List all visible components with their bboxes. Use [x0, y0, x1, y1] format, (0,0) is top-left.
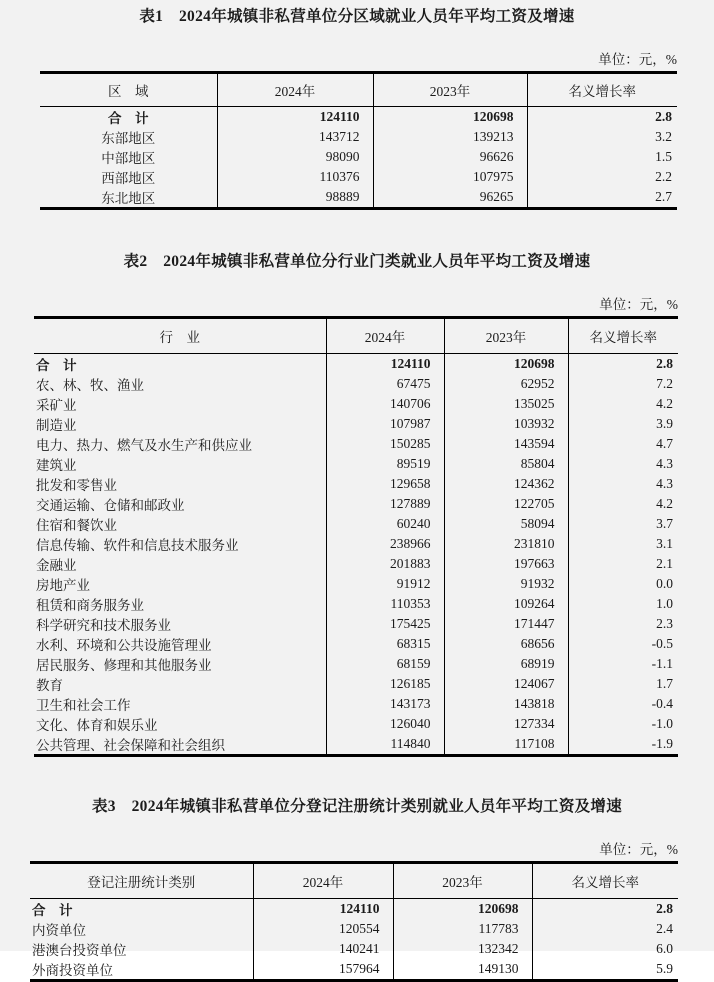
row-label: 公共管理、社会保障和社会组织: [36, 738, 225, 753]
section-table2: [0, 252, 714, 757]
row-label: 批发和零售业: [36, 478, 117, 493]
cell-value: -1.1: [568, 654, 678, 674]
row-label: 租赁和商务服务业: [36, 598, 144, 613]
cell-value: -0.5: [568, 634, 678, 654]
row-label: 港澳台投资单位: [32, 943, 127, 958]
column-header: 2024年: [326, 318, 444, 354]
cell-value: 6.0: [532, 939, 678, 959]
registration-type-wage-table: [30, 861, 678, 982]
table-row: [34, 494, 678, 514]
cell-value: 132342: [393, 939, 532, 959]
cell-value: 96265: [373, 187, 527, 209]
row-label: 东北地区: [101, 191, 156, 206]
cell-value: 85804: [444, 454, 568, 474]
row-label: 西部地区: [101, 171, 156, 186]
column-header: 2024年: [217, 73, 373, 107]
table-row: [34, 554, 678, 574]
cell-value: 127889: [326, 494, 444, 514]
cell-value: -0.4: [568, 694, 678, 714]
cell-value: 124067: [444, 674, 568, 694]
table-row: [34, 714, 678, 734]
cell-value: 107987: [326, 414, 444, 434]
cell-value: 103932: [444, 414, 568, 434]
row-label: 合 计: [36, 358, 77, 373]
cell-value: 4.3: [568, 454, 678, 474]
table-row: [34, 614, 678, 634]
cell-value: 143594: [444, 434, 568, 454]
row-label: 制造业: [36, 418, 77, 433]
cell-value: 1.0: [568, 594, 678, 614]
column-header: 名义增长率: [532, 863, 678, 899]
table2-unit-label: 单位：元，%: [599, 297, 678, 312]
row-label: 电力、热力、燃气及水生产和供应业: [36, 438, 252, 453]
cell-value: 5.9: [532, 959, 678, 981]
cell-value: 150285: [326, 434, 444, 454]
column-header: 区 域: [40, 73, 217, 107]
table-row: [34, 654, 678, 674]
cell-value: 91912: [326, 574, 444, 594]
cell-value: 140706: [326, 394, 444, 414]
total-row: [30, 899, 678, 920]
cell-value: 120698: [373, 107, 527, 128]
cell-value: 68315: [326, 634, 444, 654]
table-row: [34, 414, 678, 434]
cell-value: 126185: [326, 674, 444, 694]
cell-value: 58094: [444, 514, 568, 534]
table-row: [34, 674, 678, 694]
cell-value: 3.7: [568, 514, 678, 534]
cell-value: 4.2: [568, 394, 678, 414]
section-table1: [0, 7, 714, 210]
table1-unit-label: 单位：元，%: [598, 52, 677, 67]
table-row: [30, 959, 678, 981]
row-label: 外商投资单位: [32, 963, 113, 978]
table-row: [34, 514, 678, 534]
cell-value: 171447: [444, 614, 568, 634]
table-row: [30, 919, 678, 939]
cell-value: 143712: [217, 127, 373, 147]
table-row: [30, 939, 678, 959]
cell-value: 98090: [217, 147, 373, 167]
table3-wrap: [30, 842, 678, 982]
cell-value: 67475: [326, 374, 444, 394]
cell-value: 109264: [444, 594, 568, 614]
row-label: 采矿业: [36, 398, 77, 413]
cell-value: 3.2: [527, 127, 677, 147]
column-header: 2023年: [393, 863, 532, 899]
table-row: [34, 734, 678, 756]
cell-value: 231810: [444, 534, 568, 554]
cell-value: 4.7: [568, 434, 678, 454]
column-header: 行 业: [34, 318, 326, 354]
table-row: [40, 187, 677, 209]
column-header: 2023年: [444, 318, 568, 354]
column-header: 2023年: [373, 73, 527, 107]
cell-value: 1.7: [568, 674, 678, 694]
industry-wage-table: [34, 316, 678, 757]
cell-value: 127334: [444, 714, 568, 734]
cell-value: 122705: [444, 494, 568, 514]
table1-header-row: [40, 73, 677, 107]
cell-value: -1.0: [568, 714, 678, 734]
row-label: 科学研究和技术服务业: [36, 618, 171, 633]
row-label: 合 计: [108, 111, 149, 126]
cell-value: 120554: [253, 919, 393, 939]
table1-wrap: [40, 52, 677, 210]
cell-value: 2.2: [527, 167, 677, 187]
cell-value: 129658: [326, 474, 444, 494]
column-header: 2024年: [253, 863, 393, 899]
total-row: [40, 107, 677, 128]
cell-value: 175425: [326, 614, 444, 634]
cell-value: 124110: [217, 107, 373, 128]
table-row: [40, 167, 677, 187]
cell-value: 2.8: [532, 899, 678, 920]
cell-value: 139213: [373, 127, 527, 147]
cell-value: 2.4: [532, 919, 678, 939]
row-label: 农、林、牧、渔业: [36, 378, 144, 393]
cell-value: 3.9: [568, 414, 678, 434]
table3-header-row: [30, 863, 678, 899]
table2-title: 表2 2024年城镇非私营单位分行业门类就业人员年平均工资及增速: [123, 253, 591, 270]
cell-value: 2.7: [527, 187, 677, 209]
column-header: 名义增长率: [527, 73, 677, 107]
cell-value: 126040: [326, 714, 444, 734]
cell-value: 117783: [393, 919, 532, 939]
cell-value: 91932: [444, 574, 568, 594]
cell-value: 124110: [253, 899, 393, 920]
cell-value: 7.2: [568, 374, 678, 394]
cell-value: 4.2: [568, 494, 678, 514]
cell-value: 68919: [444, 654, 568, 674]
cell-value: 120698: [444, 354, 568, 375]
cell-value: 68159: [326, 654, 444, 674]
table-row: [34, 394, 678, 414]
cell-value: 2.8: [527, 107, 677, 128]
cell-value: 0.0: [568, 574, 678, 594]
cell-value: 96626: [373, 147, 527, 167]
cell-value: 143173: [326, 694, 444, 714]
table2-header-row: [34, 318, 678, 354]
cell-value: 107975: [373, 167, 527, 187]
cell-value: 157964: [253, 959, 393, 981]
table1-title: 表1 2024年城镇非私营单位分区域就业人员年平均工资及增速: [139, 8, 575, 25]
table-row: [40, 147, 677, 167]
row-label: 建筑业: [36, 458, 77, 473]
table3-title: 表3 2024年城镇非私营单位分登记注册统计类别就业人员年平均工资及增速: [91, 798, 623, 815]
row-label: 文化、体育和娱乐业: [36, 718, 158, 733]
table-row: [34, 374, 678, 394]
column-header: 名义增长率: [568, 318, 678, 354]
region-wage-table: [40, 71, 677, 210]
row-label: 东部地区: [101, 131, 156, 146]
cell-value: 124110: [326, 354, 444, 375]
cell-value: 110353: [326, 594, 444, 614]
cell-value: 114840: [326, 734, 444, 756]
cell-value: 60240: [326, 514, 444, 534]
row-label: 教育: [36, 678, 63, 693]
cell-value: 143818: [444, 694, 568, 714]
cell-value: 2.1: [568, 554, 678, 574]
cell-value: 98889: [217, 187, 373, 209]
section-table3: [0, 797, 714, 982]
cell-value: -1.9: [568, 734, 678, 756]
row-label: 住宿和餐饮业: [36, 518, 117, 533]
row-label: 交通运输、仓储和邮政业: [36, 498, 185, 513]
column-header: 登记注册统计类别: [30, 863, 253, 899]
table-row: [34, 454, 678, 474]
table-row: [34, 634, 678, 654]
cell-value: 2.3: [568, 614, 678, 634]
cell-value: 120698: [393, 899, 532, 920]
table-row: [34, 434, 678, 454]
cell-value: 2.8: [568, 354, 678, 375]
table-row: [34, 594, 678, 614]
row-label: 水利、环境和公共设施管理业: [36, 638, 212, 653]
cell-value: 68656: [444, 634, 568, 654]
cell-value: 201883: [326, 554, 444, 574]
cell-value: 1.5: [527, 147, 677, 167]
row-label: 卫生和社会工作: [36, 698, 131, 713]
cell-value: 197663: [444, 554, 568, 574]
row-label: 居民服务、修理和其他服务业: [36, 658, 212, 673]
table2-wrap: [34, 297, 678, 757]
table-row: [34, 474, 678, 494]
table-row: [34, 574, 678, 594]
cell-value: 149130: [393, 959, 532, 981]
row-label: 中部地区: [101, 151, 156, 166]
table-row: [40, 127, 677, 147]
cell-value: 238966: [326, 534, 444, 554]
cell-value: 89519: [326, 454, 444, 474]
table-row: [34, 534, 678, 554]
row-label: 合 计: [32, 903, 73, 918]
row-label: 金融业: [36, 558, 77, 573]
cell-value: 140241: [253, 939, 393, 959]
row-label: 信息传输、软件和信息技术服务业: [36, 538, 239, 553]
cell-value: 135025: [444, 394, 568, 414]
table-row: [34, 694, 678, 714]
table3-unit-label: 单位：元，%: [599, 842, 678, 857]
row-label: 房地产业: [36, 578, 90, 593]
cell-value: 62952: [444, 374, 568, 394]
cell-value: 4.3: [568, 474, 678, 494]
cell-value: 110376: [217, 167, 373, 187]
cell-value: 3.1: [568, 534, 678, 554]
total-row: [34, 354, 678, 375]
cell-value: 124362: [444, 474, 568, 494]
cell-value: 117108: [444, 734, 568, 756]
row-label: 内资单位: [32, 923, 86, 938]
